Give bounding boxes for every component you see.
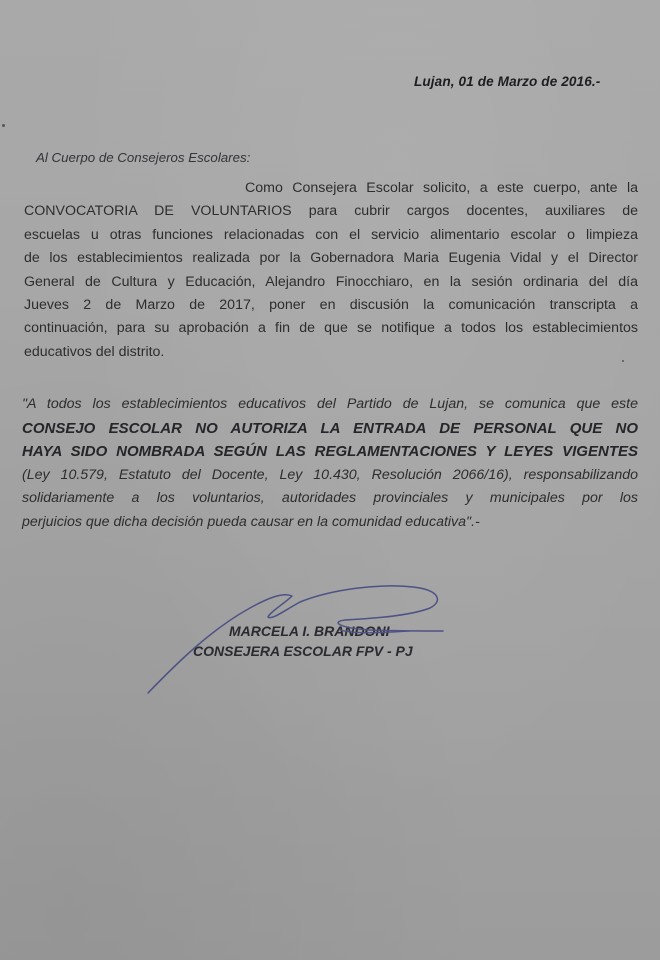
quote-line: perjuicios que dicha decisión pueda causar en la comunidad educativa".- <box>22 513 480 530</box>
quote-line-emphasis: CONSEJO ESCOLAR NO AUTORIZA LA ENTRADA DE PERSONAL QUE NO <box>22 419 638 437</box>
paper-speck <box>622 360 624 362</box>
request-paragraph <box>24 177 638 364</box>
quote-line: "A todos los establecimientos educativos del Partido de Lujan, se comunica que este <box>22 396 638 412</box>
quote-line: (Ley 10.579, Estatuto del Docente, Ley 10.430, Resolución 2066/16), responsabilizando <box>22 466 638 483</box>
salutation: Al Cuerpo de Consejeros Escolares: <box>36 150 251 165</box>
body-line: de los establecimientos realizada por la Gobernadora Maria Eugenia Vidal y el Director <box>24 250 638 267</box>
body-line: continuación, para su aprobación a fin de que se notifique a todos los establecimientos <box>24 320 638 337</box>
body-line: Como Consejera Escolar solicito, a este cuerpo, ante la <box>245 180 638 196</box>
signer-title: CONSEJERA ESCOLAR FPV - PJ <box>193 643 413 659</box>
quoted-communication <box>22 393 638 535</box>
body-line: Jueves 2 de Marzo de 2017, poner en discusión la comunicación transcripta a <box>24 297 638 314</box>
body-line: escuelas u otras funciones relacionadas con el servicio alimentario escolar o limpieza <box>24 226 638 243</box>
body-line: educativos del distrito. <box>24 343 165 360</box>
body-line: CONVOCATORIA DE VOLUNTARIOS para cubrir cargos docentes, auxiliares de <box>24 203 638 220</box>
signer-name: MARCELA I. BRANDONI <box>229 623 390 639</box>
quote-line: solidariamente a los voluntarios, autoridades provinciales y municipales por los <box>22 490 638 507</box>
quote-line-emphasis: HAYA SIDO NOMBRADA SEGÚN LAS REGLAMENTACIONES Y LEYES VIGENTES <box>22 443 638 461</box>
paper-speck <box>2 124 5 127</box>
date-line: Lujan, 01 de Marzo de 2016.- <box>414 74 601 89</box>
body-line: General de Cultura y Educación, Alejandro Finocchiaro, en la sesión ordinaria del día <box>24 273 638 290</box>
